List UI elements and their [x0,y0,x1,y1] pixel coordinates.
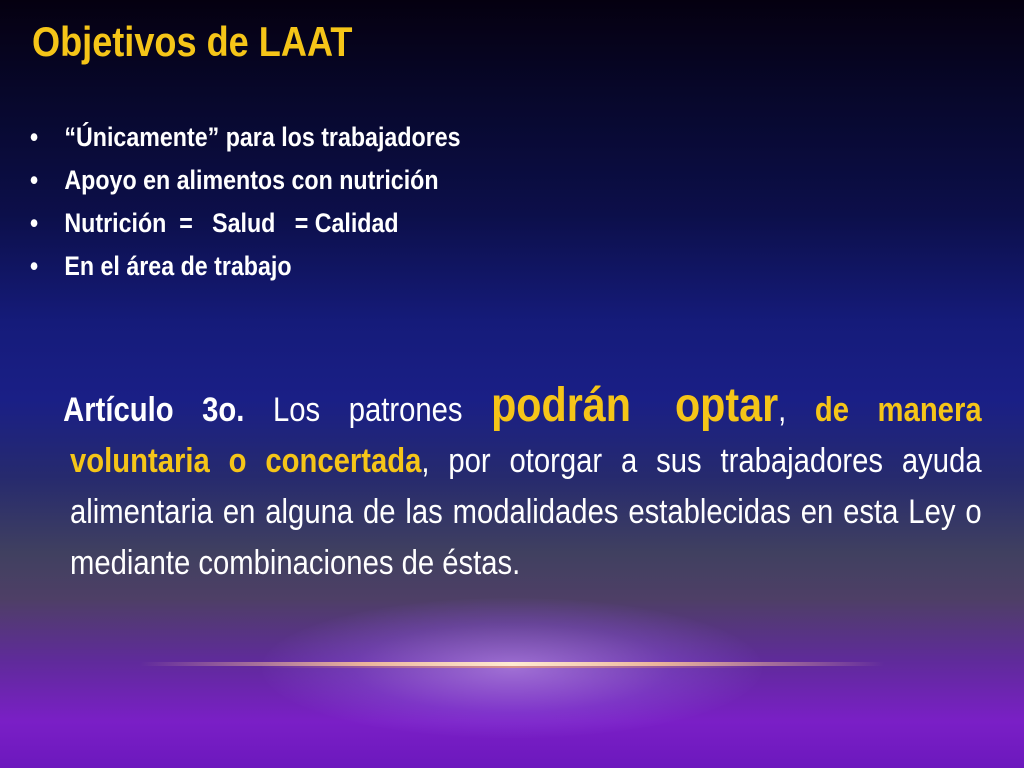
bullet-text: Nutrición = Salud = Calidad [64,208,399,238]
bullet-text: “Únicamente” para los trabajadores [64,122,461,152]
bullet-text: Apoyo en alimentos con nutrición [64,165,439,195]
article-highlight: de manera voluntaria o concertada [70,391,982,480]
article-paragraph [63,379,982,589]
bullet-item-1 [30,116,461,159]
article-text-2: , [778,391,815,429]
bullet-list [30,116,531,288]
bullet-text: En el área de trabajo [64,251,292,281]
horizon-light-line-secondary [260,666,764,668]
bullet-item-4 [30,245,461,288]
article-lead: Artículo 3o. [63,391,245,429]
bullet-dot-icon: • [30,208,39,238]
article-highlight-big: podrán optar [491,379,779,432]
bullet-dot-icon: • [30,122,39,152]
bullet-dot-icon: • [30,251,39,281]
slide-title: Objetivos de LAAT [32,18,353,65]
bullet-dot-icon: • [30,165,39,195]
article-text-3: , por otorgar a sus trabajadores ayuda alimentaria en alguna de las modalidades establecidas en esta Ley o mediante combinaciones de éstas. [70,442,982,582]
bottom-light-glow [262,598,762,738]
bullet-item-2 [30,159,461,202]
article-text-1: Los patrones [244,391,492,429]
bullet-item-3 [30,202,461,245]
